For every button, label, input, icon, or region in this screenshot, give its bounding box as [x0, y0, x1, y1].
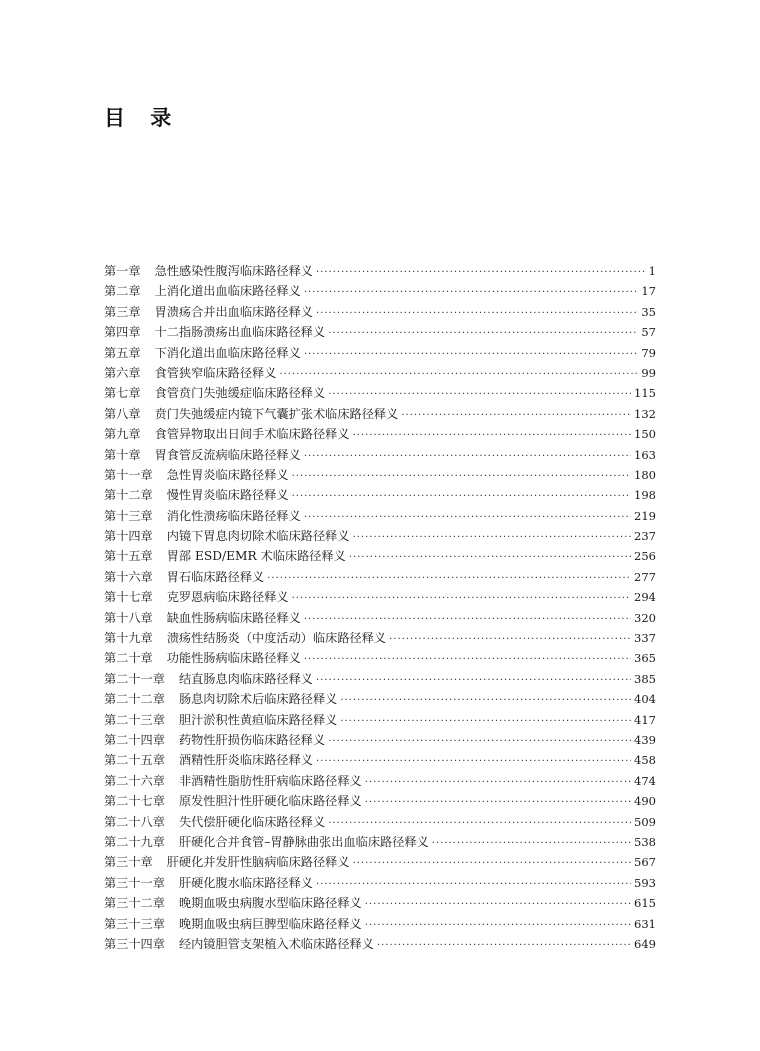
- toc-chapter-number: 第三十四章: [104, 936, 165, 951]
- toc-entry: [104, 424, 656, 444]
- toc-page-number: 150: [634, 427, 656, 442]
- toc-page-number: 17: [641, 284, 656, 299]
- toc-dot-leader: [304, 650, 631, 670]
- toc-entry: [104, 914, 656, 934]
- toc-chapter-title: 急性感染性腹泻临床路径释义: [154, 264, 313, 278]
- toc-chapter-number: 第三章: [104, 304, 141, 319]
- toc-page-number: 1: [648, 264, 656, 278]
- toc-chapter-title: 非酒精性脂肪性肝病临床路径释义: [178, 773, 362, 788]
- toc-chapter-number: 第八章: [104, 406, 141, 421]
- toc-dot-leader: [389, 630, 631, 650]
- toc-dot-leader: [340, 691, 631, 711]
- toc-chapter-number: 第三十三章: [104, 916, 165, 931]
- toc-dot-leader: [292, 589, 631, 609]
- toc-page-number: 256: [634, 549, 656, 564]
- toc-entry: [104, 465, 656, 485]
- toc-chapter-number: 第十九章: [104, 631, 153, 646]
- toc-page-number: 132: [634, 406, 656, 421]
- toc-page-number: 404: [634, 692, 656, 707]
- toc-chapter-title: 缺血性肠病临床路径释义: [166, 610, 301, 625]
- toc-dot-leader: [365, 916, 631, 936]
- toc-chapter-title: 胃溃疡合并出血临床路径释义: [154, 304, 313, 319]
- toc-chapter-title: 经内镜胆管支架植入术临床路径释义: [178, 936, 374, 951]
- toc-page-number: 509: [634, 814, 656, 829]
- toc-page-number: 490: [634, 794, 656, 809]
- toc-entry: [104, 791, 656, 811]
- toc-chapter-number: 第十三章: [104, 508, 153, 523]
- toc-chapter-number: 第三十章: [104, 855, 153, 870]
- toc-chapter-title: 急性胃炎临床路径释义: [166, 467, 289, 482]
- toc-page-number: 163: [634, 447, 656, 462]
- toc-entry: [104, 404, 656, 424]
- toc-dot-leader: [316, 304, 638, 324]
- toc-chapter-title: 胃部 ESD/EMR 术临床路径释义: [166, 549, 346, 564]
- toc-page-number: 115: [634, 386, 656, 401]
- toc-chapter-title: 失代偿肝硬化临床路径释义: [178, 814, 326, 829]
- toc-dot-leader: [401, 406, 631, 426]
- toc-dot-leader: [304, 345, 639, 365]
- toc-chapter-title: 晚期血吸虫病腹水型临床路径释义: [178, 896, 362, 911]
- toc-dot-leader: [279, 365, 638, 385]
- toc-chapter-number: 第一章: [104, 264, 141, 278]
- toc-dot-leader: [328, 385, 631, 405]
- toc-dot-leader: [304, 283, 639, 303]
- toc-chapter-title: 胆汁淤积性黄疸临床路径释义: [178, 712, 338, 727]
- toc-chapter-number: 第二十七章: [104, 794, 165, 809]
- toc-chapter-title: 食管狭窄临床路径释义: [154, 365, 277, 380]
- toc-page-number: 593: [634, 875, 656, 890]
- toc-entry: [104, 669, 656, 689]
- toc-chapter-title: 溃疡性结肠炎（中度活动）临床路径释义: [166, 631, 387, 646]
- toc-chapter-number: 第四章: [104, 325, 141, 340]
- toc-entry: [104, 689, 656, 709]
- toc-entry: [104, 363, 656, 383]
- toc-chapter-number: 第十二章: [104, 488, 153, 503]
- toc-dot-leader: [377, 936, 631, 956]
- toc-dot-leader: [365, 895, 631, 915]
- toc-page-number: 337: [634, 631, 656, 646]
- toc-page-number: 57: [641, 325, 656, 340]
- toc-chapter-title: 食管异物取出日间手术临床路径释义: [154, 427, 350, 442]
- toc-page-number: 294: [634, 590, 656, 605]
- toc-entry: [104, 322, 656, 342]
- toc-entry: [104, 506, 656, 526]
- toc-chapter-number: 第二十三章: [104, 712, 165, 727]
- toc-page-number: 99: [641, 365, 656, 380]
- toc-entry: [104, 893, 656, 913]
- toc-chapter-title: 胃石临床路径释义: [166, 569, 265, 584]
- toc-dot-leader: [316, 875, 631, 895]
- toc-page-number: 320: [634, 610, 656, 625]
- toc-entry: [104, 261, 656, 281]
- toc-entry: [104, 587, 656, 607]
- toc-chapter-title: 消化性溃疡临床路径释义: [166, 508, 301, 523]
- toc-entry: [104, 730, 656, 750]
- toc-dot-leader: [365, 793, 631, 813]
- toc-entry: [104, 873, 656, 893]
- toc-dot-leader: [353, 854, 631, 874]
- toc-chapter-number: 第十八章: [104, 610, 153, 625]
- toc-chapter-number: 第二十一章: [104, 671, 165, 686]
- toc-chapter-number: 第九章: [104, 427, 141, 442]
- toc-dot-leader: [353, 528, 631, 548]
- toc-chapter-number: 第二十二章: [104, 692, 165, 707]
- toc-chapter-number: 第二十章: [104, 651, 153, 666]
- toc-page-number: 219: [634, 508, 656, 523]
- toc-chapter-title: 慢性胃炎临床路径释义: [166, 488, 289, 503]
- toc-dot-leader: [316, 263, 645, 283]
- toc-chapter-number: 第二十五章: [104, 753, 165, 768]
- toc-chapter-number: 第十一章: [104, 467, 153, 482]
- toc-page-number: 631: [634, 916, 656, 931]
- toc-chapter-title: 肝硬化并发肝性脑病临床路径释义: [166, 855, 350, 870]
- toc-dot-leader: [432, 834, 631, 854]
- toc-chapter-number: 第十章: [104, 447, 141, 462]
- toc-chapter-title: 克罗恩病临床路径释义: [166, 590, 289, 605]
- toc-chapter-number: 第十七章: [104, 590, 153, 605]
- toc-entry: [104, 485, 656, 505]
- toc-entry: [104, 281, 656, 301]
- toc-chapter-title: 功能性肠病临床路径释义: [166, 651, 301, 666]
- toc-page-number: 649: [634, 936, 656, 951]
- toc-chapter-number: 第三十一章: [104, 875, 165, 890]
- toc-dot-leader: [328, 732, 631, 752]
- toc-page-number: 237: [634, 529, 656, 544]
- toc-dot-leader: [316, 752, 631, 772]
- toc-chapter-title: 肝硬化合并食管–胃静脉曲张出血临床路径释义: [178, 834, 429, 849]
- toc-page-number: 458: [634, 753, 656, 768]
- toc-chapter-title: 上消化道出血临床路径释义: [154, 284, 301, 299]
- toc-entry: [104, 608, 656, 628]
- toc-dot-leader: [349, 548, 631, 568]
- toc-dot-leader: [267, 569, 631, 589]
- toc-chapter-number: 第十六章: [104, 569, 153, 584]
- toc-entry: [104, 812, 656, 832]
- toc-chapter-number: 第十四章: [104, 529, 153, 544]
- toc-chapter-number: 第二十四章: [104, 732, 165, 747]
- toc-chapter-number: 第二十九章: [104, 834, 165, 849]
- toc-entry: [104, 383, 656, 403]
- toc-page-number: 198: [634, 488, 656, 503]
- toc-entry: [104, 526, 656, 546]
- toc-chapter-title: 晚期血吸虫病巨脾型临床路径释义: [178, 916, 362, 931]
- toc-entry: [104, 832, 656, 852]
- toc-chapter-title: 内镜下胃息肉切除术临床路径释义: [166, 529, 350, 544]
- toc-page-number: 277: [634, 569, 656, 584]
- toc-dot-leader: [328, 814, 631, 834]
- toc-dot-leader: [304, 447, 631, 467]
- toc-dot-leader: [304, 610, 631, 630]
- table-of-contents: [104, 261, 656, 954]
- toc-page-number: 439: [634, 732, 656, 747]
- toc-chapter-number: 第二章: [104, 284, 141, 299]
- toc-dot-leader: [340, 712, 631, 732]
- toc-page-number: 180: [634, 467, 656, 482]
- toc-dot-leader: [365, 773, 631, 793]
- toc-entry: [104, 771, 656, 791]
- toc-page-number: 615: [634, 896, 656, 911]
- toc-page-number: 474: [634, 773, 656, 788]
- toc-page-number: 365: [634, 651, 656, 666]
- toc-dot-leader: [292, 487, 631, 507]
- toc-chapter-title: 结直肠息肉临床路径释义: [178, 671, 313, 686]
- toc-dot-leader: [304, 508, 631, 528]
- toc-chapter-number: 第六章: [104, 365, 141, 380]
- toc-chapter-title: 药物性肝损伤临床路径释义: [178, 732, 326, 747]
- toc-chapter-title: 酒精性肝炎临床路径释义: [178, 753, 313, 768]
- toc-entry: [104, 750, 656, 770]
- toc-page-number: 567: [634, 855, 656, 870]
- toc-entry: [104, 852, 656, 872]
- toc-dot-leader: [328, 324, 638, 344]
- toc-chapter-number: 第二十六章: [104, 773, 165, 788]
- toc-chapter-number: 第十五章: [104, 549, 153, 564]
- toc-chapter-title: 十二指肠溃疡出血临床路径释义: [154, 325, 326, 340]
- toc-entry: [104, 343, 656, 363]
- toc-chapter-title: 肝硬化腹水临床路径释义: [178, 875, 313, 890]
- toc-chapter-number: 第三十二章: [104, 896, 165, 911]
- toc-page-number: 417: [634, 712, 656, 727]
- toc-chapter-title: 胃食管反流病临床路径释义: [154, 447, 301, 462]
- toc-entry: [104, 445, 656, 465]
- toc-entry: [104, 567, 656, 587]
- toc-entry: [104, 710, 656, 730]
- toc-entry: [104, 546, 656, 566]
- toc-chapter-title: 贲门失弛缓症内镜下气囊扩张术临床路径释义: [154, 406, 399, 421]
- toc-entry: [104, 628, 656, 648]
- toc-chapter-number: 第二十八章: [104, 814, 165, 829]
- toc-chapter-title: 肠息肉切除术后临床路径释义: [178, 692, 338, 707]
- toc-dot-leader: [353, 426, 631, 446]
- page-title: 目 录: [104, 106, 181, 130]
- toc-entry: [104, 302, 656, 322]
- toc-page-number: 35: [641, 304, 656, 319]
- toc-chapter-number: 第五章: [104, 345, 141, 360]
- toc-page-number: 385: [634, 671, 656, 686]
- toc-chapter-title: 下消化道出血临床路径释义: [154, 345, 301, 360]
- toc-page-number: 538: [634, 834, 656, 849]
- toc-chapter-title: 原发性胆汁性肝硬化临床路径释义: [178, 794, 362, 809]
- toc-chapter-number: 第七章: [104, 386, 141, 401]
- toc-chapter-title: 食管贲门失弛缓症临床路径释义: [154, 386, 326, 401]
- toc-dot-leader: [292, 467, 631, 487]
- toc-entry: [104, 648, 656, 668]
- toc-dot-leader: [316, 671, 631, 691]
- toc-entry: [104, 934, 656, 954]
- toc-page-number: 79: [641, 345, 656, 360]
